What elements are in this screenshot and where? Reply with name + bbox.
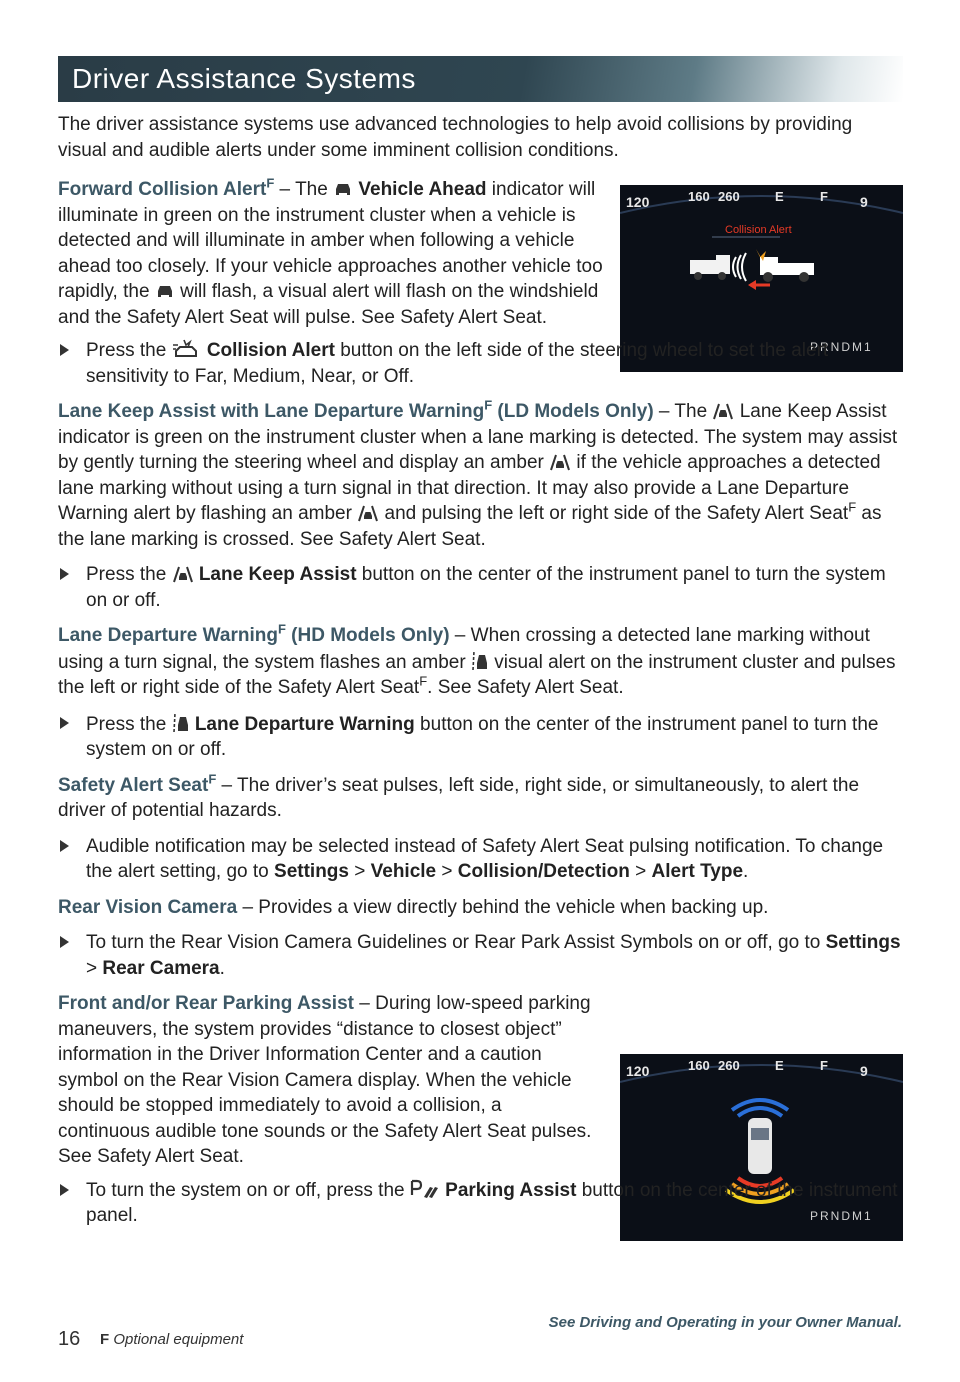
ldw-heading-suffix: (HD Models Only) — [285, 625, 450, 646]
rvc-bullet — [58, 930, 903, 981]
fpa-bullet — [58, 1178, 903, 1229]
bullet-marker — [60, 568, 69, 580]
lka-text: as the lane marking is crossed. See Safety Alert Seat. — [58, 503, 882, 550]
page-number: 16 — [58, 1328, 81, 1350]
sas-heading: Safety Alert Seat — [58, 774, 209, 796]
section-header — [58, 56, 903, 102]
bullet-text: . — [743, 861, 749, 882]
path-separator: > — [348, 861, 371, 882]
forward-collision-alert-section — [58, 177, 608, 330]
lka-text: if the vehicle approaches a detected lane marking without using a turn signal in that direction. It may also provide a Lane Departure Warning alert by flashing an amber — [58, 452, 881, 524]
lka-text: and pulsing the left or right side of the Safety Alert Seat — [379, 503, 849, 524]
ldw-bullet — [58, 711, 903, 763]
lane-keep-assist-label: Lane Keep Assist — [198, 564, 357, 585]
bullet-text: button on the center of the instrument panel to turn the system on or off. — [86, 713, 879, 760]
fca-text: – The — [274, 179, 334, 200]
optional-equipment-text: Optional equipment — [113, 1331, 244, 1348]
optional-mark: F — [277, 621, 286, 637]
rvc-heading: Rear Vision Camera — [58, 896, 238, 918]
bullet-text: button on the center of the instrument panel to turn the system on or off. — [86, 564, 886, 611]
bullet-text: To turn the Rear Vision Camera Guidelines or Rear Park Assist Symbols on or off, go to — [86, 932, 826, 953]
menu-path-collision-detection: Collision/Detection — [457, 861, 630, 882]
optional-mark: F — [208, 771, 217, 787]
gauge-label: 260 — [718, 189, 740, 204]
menu-path-settings: Settings — [825, 932, 901, 953]
ldw-text: . See Safety Alert Seat. — [427, 677, 624, 698]
gauge-label: 120 — [626, 1063, 650, 1079]
optional-mark: F — [484, 397, 493, 413]
lka-bullet — [58, 562, 903, 613]
gauge-label: 120 — [626, 194, 650, 210]
page-content — [58, 112, 903, 1239]
bullet-text: button on the left side of the steering wheel to set the alert sensitivity to Far, Medium, Near, or Off. — [86, 340, 829, 387]
fca-text: will flash, a visual alert will flash on the windshield and the Safety Alert Seat will pulse. See Safety Alert Seat. — [58, 281, 599, 328]
menu-path-vehicle: Vehicle — [370, 861, 437, 882]
lane-keep-assist-icon — [172, 565, 194, 583]
bullet-marker — [60, 840, 69, 852]
lka-text: – The — [653, 401, 713, 422]
gear-indicator: PRNDM1 — [810, 340, 873, 354]
gauge-label: E — [775, 189, 784, 204]
bullet-text: Press the — [86, 713, 172, 735]
section-title: Driver Assistance Systems — [72, 63, 416, 94]
ldw-text: visual alert on the instrument cluster and pulses the left or right side of the Safety Alert Seat — [58, 651, 896, 698]
bullet-text: To turn the system on or off, press the — [86, 1179, 410, 1201]
menu-path-settings: Settings — [274, 861, 349, 882]
menu-path-rear-camera: Rear Camera — [102, 957, 220, 979]
fpa-heading: Front and/or Rear Parking Assist — [58, 993, 354, 1014]
menu-path-alert-type: Alert Type — [651, 861, 744, 882]
lane-keep-assist-icon — [549, 453, 571, 471]
bullet-text: . — [219, 957, 225, 979]
sas-bullet — [58, 834, 903, 885]
optional-mark: F — [266, 175, 275, 191]
intro-paragraph: The driver assistance systems use advanced technologies to help avoid collisions by providing visual and audible alerts under some imminent collision conditions. — [58, 114, 853, 161]
optional-equipment-note — [100, 1331, 243, 1348]
collision-alert-label: Collision Alert — [206, 340, 335, 361]
gauge-label: 160 — [688, 189, 710, 204]
gauge-label: 260 — [718, 1058, 740, 1073]
vehicle-ahead-label: Vehicle Ahead — [358, 179, 487, 200]
lane-keep-assist-icon — [712, 402, 734, 420]
vehicle-ahead-icon — [155, 284, 175, 300]
parking-assist-section — [58, 991, 598, 1170]
bullet-marker — [60, 717, 69, 729]
path-separator: > — [86, 957, 103, 979]
bullet-text: button on the center of the instrument panel. — [86, 1179, 898, 1226]
lka-heading: Lane Keep Assist with Lane Departure Warning — [58, 401, 485, 422]
path-separator: > — [629, 861, 652, 882]
rvc-text: – Provides a view directly behind the vehicle when backing up. — [237, 896, 769, 918]
optional-mark: F — [100, 1331, 110, 1348]
optional-mark: F — [419, 673, 428, 689]
lka-text: Lane Keep Assist indicator is green on the instrument cluster when a lane marking is detected. The system may assist by gently turning the steering wheel and display an amber — [58, 401, 898, 473]
lane-keep-assist-icon — [357, 504, 379, 522]
lane-departure-warning-label: Lane Departure Warning — [194, 713, 415, 735]
fpa-text: – During low-speed parking maneuvers, the system provides “distance to closest object” information in the Driver Information Center and a caution symbol on the Rear Vision Camera display. When the vehicle should be stopped immediately to avoid a collision, a continuous audible tone sounds or the Safety Alert Seat pulses. See Safety Alert Seat. — [58, 993, 592, 1167]
optional-mark: F — [848, 499, 857, 515]
vehicle-ahead-icon — [333, 182, 353, 198]
collision-alert-text: Collision Alert — [725, 224, 792, 236]
lka-heading-suffix: (LD Models Only) — [492, 401, 654, 422]
lane-departure-warning-icon — [172, 711, 190, 733]
ldw-heading: Lane Departure Warning — [58, 625, 278, 646]
owner-manual-note: See Driving and Operating in your Owner Manual. — [548, 1314, 902, 1331]
bullet-marker — [60, 936, 69, 948]
fca-bullet — [58, 338, 903, 389]
sas-text: – The driver’s seat pulses, left side, right side, or simultaneously, to alert the driver of potential hazards. — [58, 774, 860, 821]
lane-keep-assist-section — [58, 399, 903, 552]
lane-departure-warning-section — [58, 623, 903, 701]
parking-assist-label: Parking Assist — [445, 1179, 577, 1201]
path-separator: > — [436, 861, 458, 882]
gauge-label: E — [775, 1058, 784, 1073]
gauge-label: 160 — [688, 1058, 710, 1073]
safety-alert-seat-section — [58, 773, 903, 824]
gauge-label: 9 — [860, 1063, 868, 1079]
gear-indicator: PRNDM1 — [810, 1209, 873, 1223]
collision-alert-icon — [172, 339, 202, 359]
fca-text: indicator will illuminate in green on the instrument cluster when a vehicle is detected and will illuminate in amber when following a vehicle ahead too closely. If your vehicle approaches another vehicle too rapidly, the — [58, 179, 603, 302]
bullet-marker — [60, 1184, 69, 1196]
bullet-marker — [60, 344, 69, 356]
gauge-label: 9 — [860, 194, 868, 210]
ldw-text: – When crossing a detected lane marking without using a turn signal, the system flashes an amber — [58, 625, 870, 673]
bullet-text: Press the — [86, 564, 172, 585]
parking-assist-icon — [410, 1179, 440, 1199]
bullet-text: Audible notification may be selected instead of Safety Alert Seat pulsing notification. To change the alert setting, go to — [86, 835, 884, 882]
rear-vision-camera-section — [58, 895, 903, 921]
gauge-label: F — [820, 1058, 828, 1073]
lane-departure-warning-icon — [471, 649, 489, 671]
gauge-label: F — [820, 189, 828, 204]
bullet-text: Press the — [86, 340, 172, 361]
fca-heading: Forward Collision Alert — [58, 179, 267, 200]
